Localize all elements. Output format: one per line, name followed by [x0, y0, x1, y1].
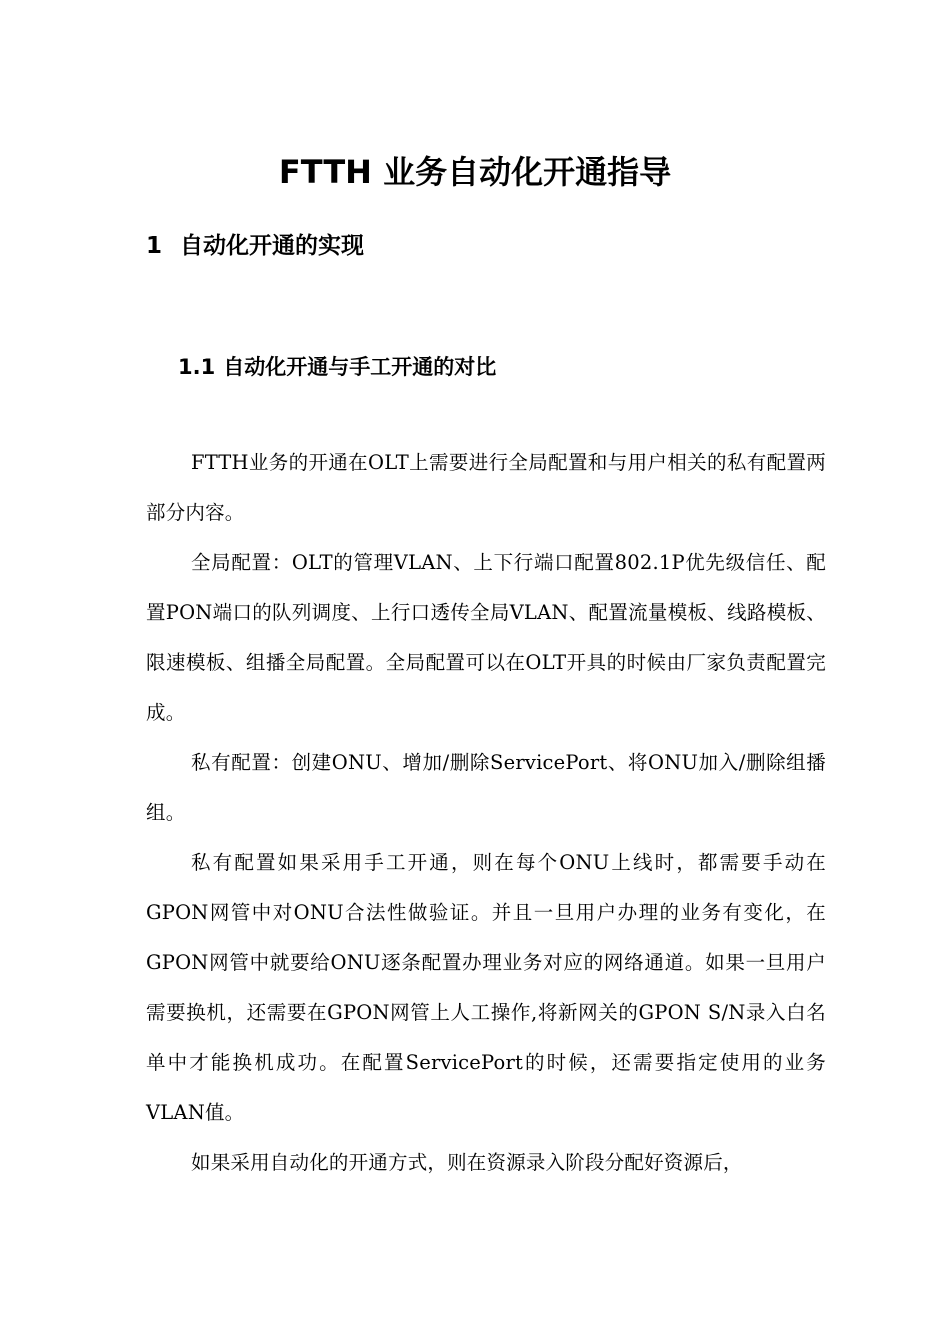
paragraph-intro: FTTH业务的开通在OLT上需要进行全局配置和与用户相关的私有配置两部分内容。	[146, 451, 826, 524]
body-text	[146, 438, 826, 1188]
paragraph-manual-provisioning: 私有配置如果采用手工开通，则在每个ONU上线时，都需要手动在GPON网管中对ONU合法性做验证。并且一旦用户办理的业务有变化，在GPON网管中就要给ONU逐条配置办理业务对应的网络通道。如果一旦用户需要换机，还需要在GPON网管上人工操作,将新网关的GPON S/N录入白名单中才能换机成功。在配置ServicePort的时候，还需要指定使用的业务VLAN值。	[146, 851, 826, 1124]
document-title: FTTH 业务自动化开通指导	[278, 153, 672, 191]
section-1-1-title: 自动化开通与手工开通的对比	[223, 355, 497, 379]
section-1-number: 1	[146, 233, 163, 259]
paragraph-private-config: 私有配置：创建ONU、增加/删除ServicePort、将ONU加入/删除组播组。	[146, 751, 826, 824]
section-1-1-number: 1.1	[178, 355, 216, 379]
paragraph-auto-provisioning: 如果采用自动化的开通方式，则在资源录入阶段分配好资源后，	[191, 1151, 743, 1174]
section-1-1-heading	[178, 350, 496, 384]
section-1-heading	[146, 228, 364, 264]
paragraph-global-config: 全局配置：OLT的管理VLAN、上下行端口配置802.1P优先级信任、配置PON端口的队列调度、上行口透传全局VLAN、配置流量模板、线路模板、限速模板、组播全局配置。全局配置可以在OLT开具的时候由厂家负责配置完成。	[146, 551, 826, 724]
section-1-title: 自动化开通的实现	[180, 233, 364, 259]
